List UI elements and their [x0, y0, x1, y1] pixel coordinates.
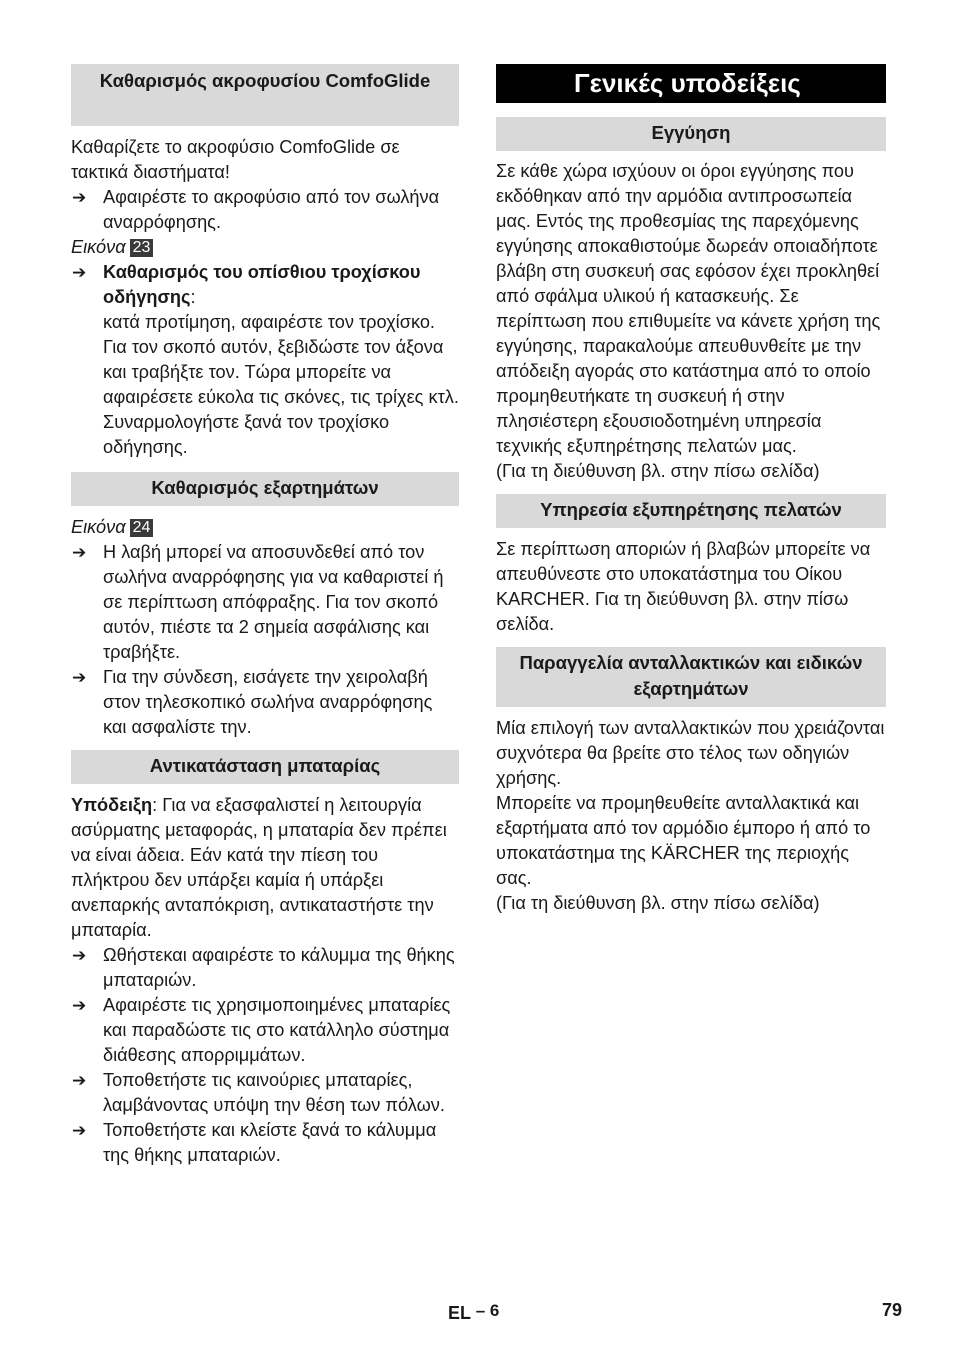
arrow-right-icon: ➔ — [72, 946, 87, 965]
step-text: Τοποθετήστε και κλείστε ξανά το κάλυμμα της θήκης μπαταριών. — [103, 1120, 437, 1165]
paragraph-customer-service: Σε περίπτωση αποριών ή βλαβών μπορείτε να απευθύνεστε στο υποκατάστημα του Οίκου KARCHER. Για τη διεύθυνση βλ. στην πίσω σελίδα. — [496, 539, 871, 634]
heading-warranty: Εγγύηση — [496, 117, 886, 151]
paragraph-comfoglide: Καθαρίζετε το ακροφύσιο ComfoGlide σε τακτικά διαστήματα! — [71, 137, 400, 182]
arrow-right-icon: ➔ — [72, 1121, 87, 1140]
heading-customer-service: Υπηρεσία εξυπηρέτησης πελατών — [496, 494, 886, 528]
figure-label: Εικόνα — [71, 517, 126, 537]
step-remove-nozzle — [71, 185, 459, 235]
figure-number-badge: 23 — [130, 239, 154, 257]
step-text: Για την σύνδεση, εισάγετε την χειρολαβή στον τηλεσκοπικό σωλήνα αναρρόφησης και ασφαλίστε την. — [103, 667, 433, 737]
arrow-right-icon: ➔ — [72, 1071, 87, 1090]
step-close-cover — [71, 1118, 459, 1168]
note-text: : Για να εξασφαλιστεί η λειτουργία ασύρματης μεταφοράς, η μπαταρία δεν πρέπει να είναι άδεια. Εάν κατά την πίεση του πλήκτρου δεν υπάρξει καμία ή υπάρξει ανεπαρκής ανταπόκριση, αντικαταστήστε την μπαταρία. — [71, 795, 447, 940]
step-remove-cover — [71, 943, 459, 993]
footer-language-section — [448, 1298, 499, 1326]
step-detach-handle — [71, 540, 459, 665]
step-text: Ωθήστεκαι αφαιρέστε το κάλυμμα της θήκης μπαταριών. — [103, 945, 455, 990]
paragraph-wheel: κατά προτίμηση, αφαιρέστε τον τροχίσκο. Για τον σκοπό αυτόν, ξεβιδώστε τον άξονα και τραβήξτε τον. Τώρα μπορείτε να αφαιρέσετε εύκολα τις σκόνες, τις τρίχες κτλ. Συναρμολογήστε ξανά τον τροχίσκο οδήγησης. — [103, 312, 459, 457]
footer-language: EL — [448, 1303, 471, 1323]
arrow-right-icon: ➔ — [72, 543, 87, 562]
arrow-right-icon: ➔ — [72, 263, 87, 282]
heading-general-notes: Γενικές υποδείξεις — [496, 64, 886, 103]
heading-spare-parts: Παραγγελία ανταλλακτικών και ειδικών εξαρτημάτων — [496, 647, 886, 707]
paragraph-spare-parts-1: Μία επιλογή των ανταλλακτικών που χρειάζονται συχνότερα θα βρείτε στο τέλος των οδηγιών χρήσης. — [496, 718, 885, 788]
step-text: Τοποθετήστε τις καινούριες μπαταρίες, λαμβάνοντας υπόψη την θέση των πόλων. — [103, 1070, 445, 1115]
paragraph-warranty: Σε κάθε χώρα ισχύουν οι όροι εγγύησης που εκδόθηκαν από την αρμόδια αντιπροσωπεία μας. Εντός της προθεσμίας της παρεχόμενης εγγύησης αποκαθιστούμε δωρεάν οποιαδήποτε βλάβη στη συσκευή σας εφόσον έχει προκληθεί από σφάλμα υλικού ή κατασκευής. Σε περίπτωση που επιθυμείτε να κάνετε χρήση της εγγύησης, παρακαλούμε απευθυνθείτε με την απόδειξη αγοράς στο κατάστημα από το οποίο προμηθευτήκατε τη συσκευή ή στην πλησιέστερη εξουσιοδοτημένη υπηρεσία τεχνικής εξυπηρέτησης πελατών μας. — [496, 161, 881, 456]
heading-accessories-cleaning: Καθαρισμός εξαρτημάτων — [71, 472, 459, 506]
note-paragraph — [71, 793, 459, 943]
step-colon: : — [190, 287, 196, 307]
heading-comfoglide-cleaning: Καθαρισμός ακροφυσίου ComfoGlide — [71, 64, 459, 126]
figure-label: Εικόνα — [71, 237, 126, 257]
step-clean-wheel — [71, 260, 459, 310]
arrow-right-icon: ➔ — [72, 668, 87, 687]
left-column — [71, 64, 459, 1168]
figure-reference-23 — [71, 235, 459, 260]
step-connect-handle — [71, 665, 459, 740]
step-text: Αφαιρέστε το ακροφύσιο από τον σωλήνα αναρρόφησης. — [103, 187, 440, 232]
step-text: Η λαβή μπορεί να αποσυνδεθεί από τον σωλήνα αναρρόφησης για να καθαριστεί ή σε περίπτωση απόφραξης. Για τον σκοπό αυτόν, πιέστε τα 2 σημεία ασφάλισης και τραβήξτε. — [103, 542, 444, 662]
step-text: Αφαιρέστε τις χρησιμοποιημένες μπαταρίες και παραδώστε τις στο κατάλληλο σύστημα διάθεσης απορριμμάτων. — [103, 995, 451, 1065]
arrow-right-icon: ➔ — [72, 996, 87, 1015]
arrow-right-icon: ➔ — [72, 188, 87, 207]
figure-reference-24 — [71, 515, 459, 540]
paragraph-spare-parts-address: (Για τη διεύθυνση βλ. στην πίσω σελίδα) — [496, 893, 820, 913]
paragraph-spare-parts-2: Μπορείτε να προμηθευθείτε ανταλλακτικά και εξαρτήματα από τον αρμόδιο έμπορο ή από το υποκατάστημα της KÄRCHER της περιοχής σας. — [496, 793, 871, 888]
figure-number-badge: 24 — [130, 519, 154, 537]
step-bold-text: Καθαρισμός του οπίσθιου τροχίσκου οδήγησης — [103, 262, 421, 307]
step-insert-batteries — [71, 1068, 459, 1118]
heading-battery-replacement: Αντικατάσταση μπαταρίας — [71, 750, 459, 784]
footer-section-page: – 6 — [475, 1301, 500, 1320]
footer-page-number: 79 — [882, 1300, 903, 1320]
paragraph-warranty-address: (Για τη διεύθυνση βλ. στην πίσω σελίδα) — [496, 461, 820, 481]
right-column — [496, 64, 886, 916]
note-label: Υπόδειξη — [71, 795, 153, 815]
step-dispose-batteries — [71, 993, 459, 1068]
